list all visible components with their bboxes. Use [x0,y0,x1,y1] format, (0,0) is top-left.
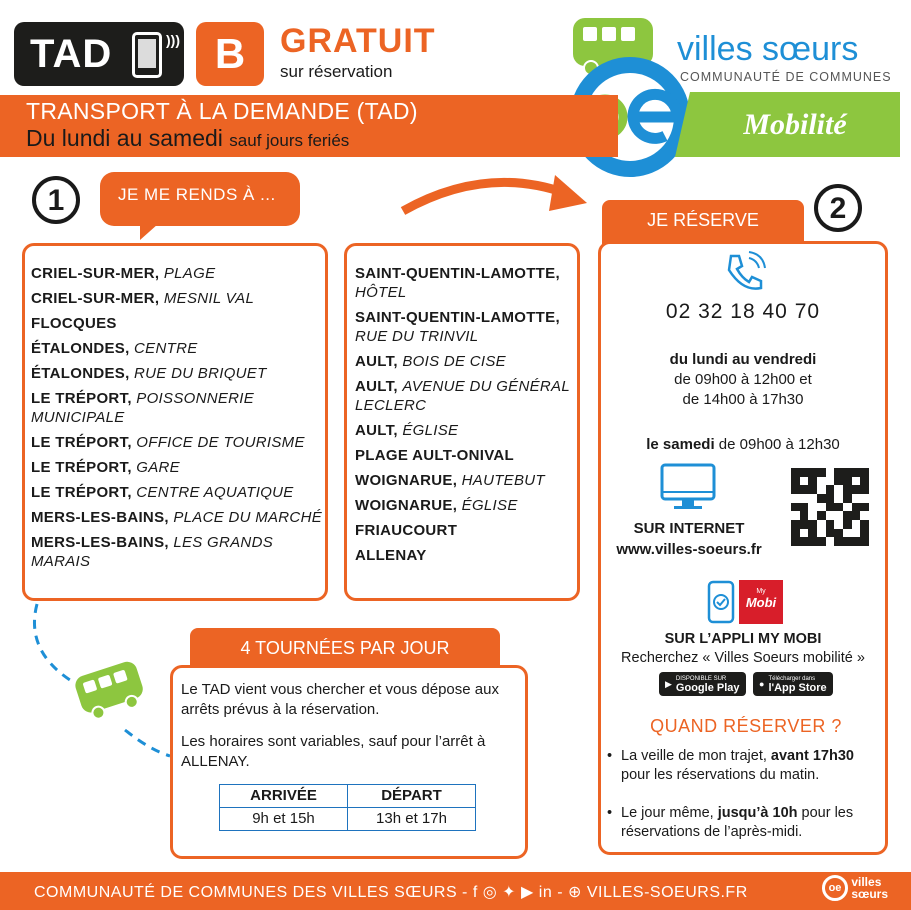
arrival-times: 9h et 15h [220,808,348,831]
stop-town: CRIEL-SUR-MER, [31,290,160,307]
stop-item [355,377,577,415]
stop-town: MERS-LES-BAINS, [31,509,169,526]
linkedin-icon[interactable]: in [538,884,553,901]
youtube-icon[interactable]: ▶ [521,884,534,901]
step2-label: JE RÉSERVE [602,200,804,244]
stop-town: CRIEL-SUR-MER, [31,265,160,282]
booking-box [598,241,888,855]
smartphone-icon [707,580,737,626]
bus-icon [72,658,150,722]
stop-town: ÉTALONDES, [31,365,130,382]
tours-paragraph-2: Les horaires sont variables, sauf pour l’arrêt à ALLENAY. [181,733,486,770]
booking-rule-2: • Le jour même, jusqu’à 10h pour les réservations de l’après-midi. [607,805,854,840]
stop-town: LE TRÉPORT, [31,390,132,407]
step1-bubble [100,172,300,226]
arrow-icon [395,165,595,225]
stop-town: LE TRÉPORT, [31,459,132,476]
apple-icon: ● [759,679,765,689]
free-subtitle: sur réservation [280,62,393,81]
stops-list-right [344,243,580,601]
stop-item [31,314,325,333]
service-days-note: sauf jours feriés [229,131,350,150]
footer-logo [822,875,903,901]
twitter-icon[interactable]: ✦ [502,884,517,901]
app-store-small: Télécharger dans [768,676,816,682]
my-mobi-app-logo [739,580,783,624]
stop-item [355,471,577,490]
stop-place: CENTRE [134,340,198,357]
signal-icon: ))) [166,32,180,48]
footer-text: COMMUNAUTÉ DE COMMUNES DES VILLES SŒURS - [34,884,468,901]
stop-town: LE TRÉPORT, [31,434,132,451]
qr-code[interactable] [791,468,869,546]
stop-place: GARE [136,459,180,476]
smartphone-icon [132,32,162,78]
stop-place: ÉGLISE [461,497,518,514]
line-letter-badge: B [196,22,264,86]
brand-subtitle: COMMUNAUTÉ DE COMMUNES [680,70,892,84]
stop-place: ÉGLISE [402,422,459,439]
tours-paragraph-1: Le TAD vient vous chercher et vous dépose aux arrêts prévus à la réservation. [181,681,499,718]
stop-town: PLAGE AULT-ONIVAL [355,447,514,464]
allenay-schedule-table [219,784,476,831]
stop-place: POISSONNERIE MUNICIPALE [31,390,255,426]
stop-item [31,289,325,308]
website-link[interactable]: www.villes-soeurs.fr [616,541,762,558]
app-store-button[interactable] [753,672,833,696]
stop-place: LES GRANDS MARAIS [31,534,274,570]
departure-times: 13h et 17h [348,808,476,831]
service-title: TRANSPORT À LA DEMANDE (TAD) [26,98,418,124]
google-play-label: Google Play [675,682,740,694]
stop-place: PLAGE [163,265,216,282]
stop-town: ÉTALONDES, [31,340,130,357]
stop-town: AULT, [355,378,398,395]
computer-icon [659,462,717,512]
stop-item [355,264,577,302]
when-to-book-title: QUAND RÉSERVER ? [650,716,842,736]
tours-title: 4 TOURNÉES PAR JOUR [190,628,500,666]
stop-place: PLACE DU MARCHÉ [173,509,323,526]
weekday-hours-1: de 09h00 à 12h00 et [674,371,812,388]
booking-rule-1: • La veille de mon trajet, avant 17h30 pour les réservations du matin. [607,748,854,783]
internet-label: SUR INTERNET [633,520,745,537]
stop-town: FLOCQUES [31,315,117,332]
step2-number: 2 [814,184,862,232]
footer-oe-icon: oe [822,875,848,901]
weekday-hours-2: de 14h00 à 17h30 [682,391,804,408]
stop-town: SAINT-QUENTIN-LAMOTTE, [355,265,560,282]
brand-name: villes sœurs [677,30,859,68]
stop-place: RUE DU BRIQUET [134,365,267,382]
tad-logo [14,22,184,86]
footer: COMMUNAUTÉ DE COMMUNES DES VILLES SŒURS - f ◎ ✦ ▶ in - ⊕ VILLES-SOEURS.FR [0,872,911,910]
google-play-small: DISPONIBLE SUR [675,676,727,682]
facebook-icon[interactable]: f [472,884,478,901]
stop-place: AVENUE DU GÉNÉRAL LECLERC [355,378,570,414]
app-label: SUR L’APPLI MY MOBI [664,631,822,647]
footer-site[interactable]: VILLES-SOEURS.FR [586,884,748,901]
stop-item [31,508,325,527]
stop-place: MESNIL VAL [163,290,255,307]
stop-item [31,458,325,477]
step1-number: 1 [32,176,80,224]
free-label: GRATUIT [280,22,436,60]
stop-place: BOIS DE CISE [402,353,506,370]
app-store-label: l'App Store [768,682,827,694]
stop-item [31,433,325,452]
stop-town: FRIAUCOURT [355,522,458,539]
booking-phone-number[interactable]: 02 32 18 40 70 [665,300,821,323]
globe-icon: ⊕ [567,884,582,901]
stop-item [355,308,577,346]
stop-item [31,533,325,571]
stop-town: SAINT-QUENTIN-LAMOTTE, [355,309,560,326]
stop-town: AULT, [355,353,398,370]
step1-label: JE ME RENDS À ... [118,185,276,204]
footer-logo-text: villes sœurs [851,875,889,901]
arrival-header: ARRIVÉE [220,785,348,808]
stop-place: RUE DU TRINVIL [355,328,479,345]
stop-item [31,339,325,358]
weekday-label: du lundi au vendredi [669,351,817,368]
service-banner [0,95,618,157]
stop-item [355,546,577,565]
saturday-hours: de 09h00 à 12h30 [718,436,840,453]
stop-item [31,389,325,427]
stop-item [31,483,325,502]
stop-item [355,446,577,465]
tours-box [170,665,528,859]
stop-item [355,352,577,371]
stop-town: ALLENAY [355,547,427,564]
stop-town: LE TRÉPORT, [31,484,132,501]
stop-town: WOIGNARUE, [355,472,458,489]
stop-item [355,496,577,515]
stop-place: OFFICE DE TOURISME [136,434,305,451]
mobility-label: Mobilité [743,108,847,141]
stop-place: HÔTEL [355,284,407,301]
my-mobi-logo-text: Mobi [745,595,777,610]
my-mobi-logo-small: My [756,588,766,595]
stop-item [355,421,577,440]
stop-item [31,364,325,383]
phone-icon [723,250,767,294]
stop-town: MERS-LES-BAINS, [31,534,169,551]
app-search-hint: Recherchez « Villes Soeurs mobilité » [621,650,865,666]
departure-header: DÉPART [348,785,476,808]
stop-place: HAUTEBUT [461,472,545,489]
instagram-icon[interactable]: ◎ [482,884,498,901]
tad-logo-text: TAD [30,31,113,76]
stop-town: WOIGNARUE, [355,497,458,514]
stop-item [355,521,577,540]
google-play-button[interactable] [659,672,746,696]
google-play-icon: ▶ [665,678,672,689]
stop-item [31,264,325,283]
saturday-label: le samedi [646,436,715,453]
stop-town: AULT, [355,422,398,439]
service-days: Du lundi au samedi [26,125,223,151]
stop-place: CENTRE AQUATIQUE [136,484,294,501]
stops-list-left [22,243,328,601]
